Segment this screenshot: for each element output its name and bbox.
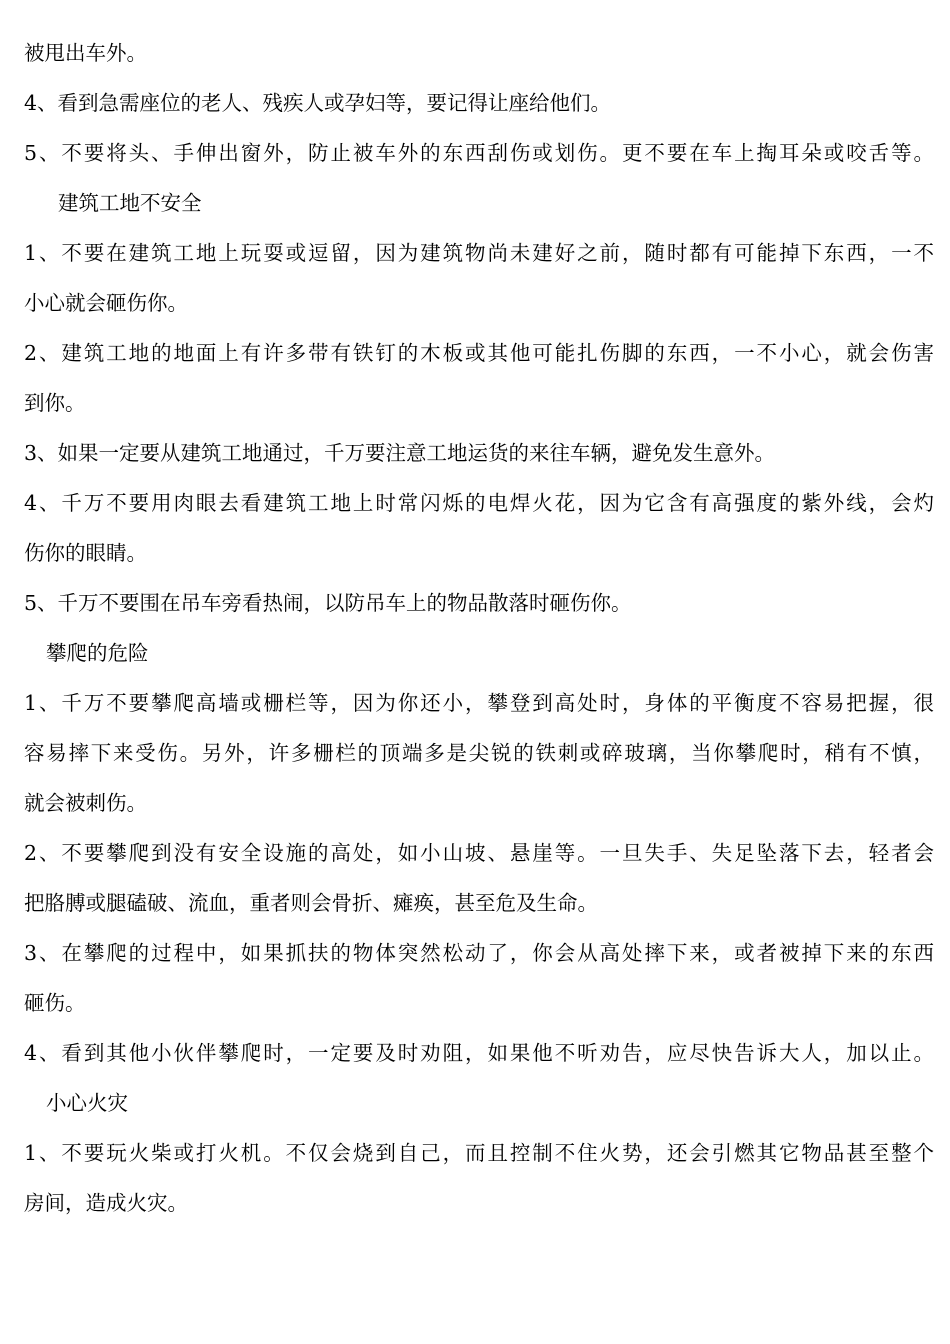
text-line: 伤你的眼睛。 bbox=[24, 541, 147, 565]
text-line: 4、千万不要用肉眼去看建筑工地上时常闪烁的电焊火花，因为它含有高强度的紫外线，会灼 bbox=[24, 491, 934, 515]
text-line: 5、千万不要围在吊车旁看热闹，以防吊车上的物品散落时砸伤你。 bbox=[24, 591, 632, 615]
section-heading: 建筑工地不安全 bbox=[58, 191, 202, 215]
section-heading: 攀爬的危险 bbox=[46, 641, 149, 665]
text-line: 1、不要在建筑工地上玩耍或逗留，因为建筑物尚未建好之前，随时都有可能掉下东西，一不 bbox=[24, 241, 934, 265]
text-line: 3、在攀爬的过程中，如果抓扶的物体突然松动了，你会从高处摔下来，或者被掉下来的东西 bbox=[24, 941, 934, 965]
text-line: 5、不要将头、手伸出窗外，防止被车外的东西刮伤或划伤。更不要在车上掏耳朵或咬舌等。 bbox=[24, 141, 934, 165]
text-line: 把胳膊或腿磕破、流血，重者则会骨折、瘫痪，甚至危及生命。 bbox=[24, 891, 598, 915]
text-line: 2、建筑工地的地面上有许多带有铁钉的木板或其他可能扎伤脚的东西，一不小心，就会伤害 bbox=[24, 341, 934, 365]
text-line: 小心就会砸伤你。 bbox=[24, 291, 188, 315]
text-line: 4、看到其他小伙伴攀爬时，一定要及时劝阻，如果他不听劝告，应尽快告诉大人，加以止。 bbox=[24, 1041, 934, 1065]
text-line: 到你。 bbox=[24, 391, 86, 415]
document-page bbox=[24, 28, 934, 1228]
text-line: 砸伤。 bbox=[24, 991, 86, 1015]
text-line: 2、不要攀爬到没有安全设施的高处，如小山坡、悬崖等。一旦失手、失足坠落下去，轻者会 bbox=[24, 841, 934, 865]
text-line: 被甩出车外。 bbox=[24, 41, 147, 65]
text-line: 3、如果一定要从建筑工地通过，千万要注意工地运货的来往车辆，避免发生意外。 bbox=[24, 441, 776, 465]
section-heading: 小心火灾 bbox=[46, 1091, 128, 1115]
text-line: 就会被刺伤。 bbox=[24, 791, 147, 815]
text-line: 4、看到急需座位的老人、残疾人或孕妇等，要记得让座给他们。 bbox=[24, 91, 612, 115]
text-line: 1、不要玩火柴或打火机。不仅会烧到自己，而且控制不住火势，还会引燃其它物品甚至整个 bbox=[24, 1141, 934, 1165]
text-line: 房间，造成火灾。 bbox=[24, 1191, 188, 1215]
text-line: 1、千万不要攀爬高墙或栅栏等，因为你还小，攀登到高处时，身体的平衡度不容易把握，很 bbox=[24, 691, 934, 715]
text-line: 容易摔下来受伤。另外，许多栅栏的顶端多是尖锐的铁刺或碎玻璃，当你攀爬时，稍有不慎， bbox=[24, 741, 934, 765]
